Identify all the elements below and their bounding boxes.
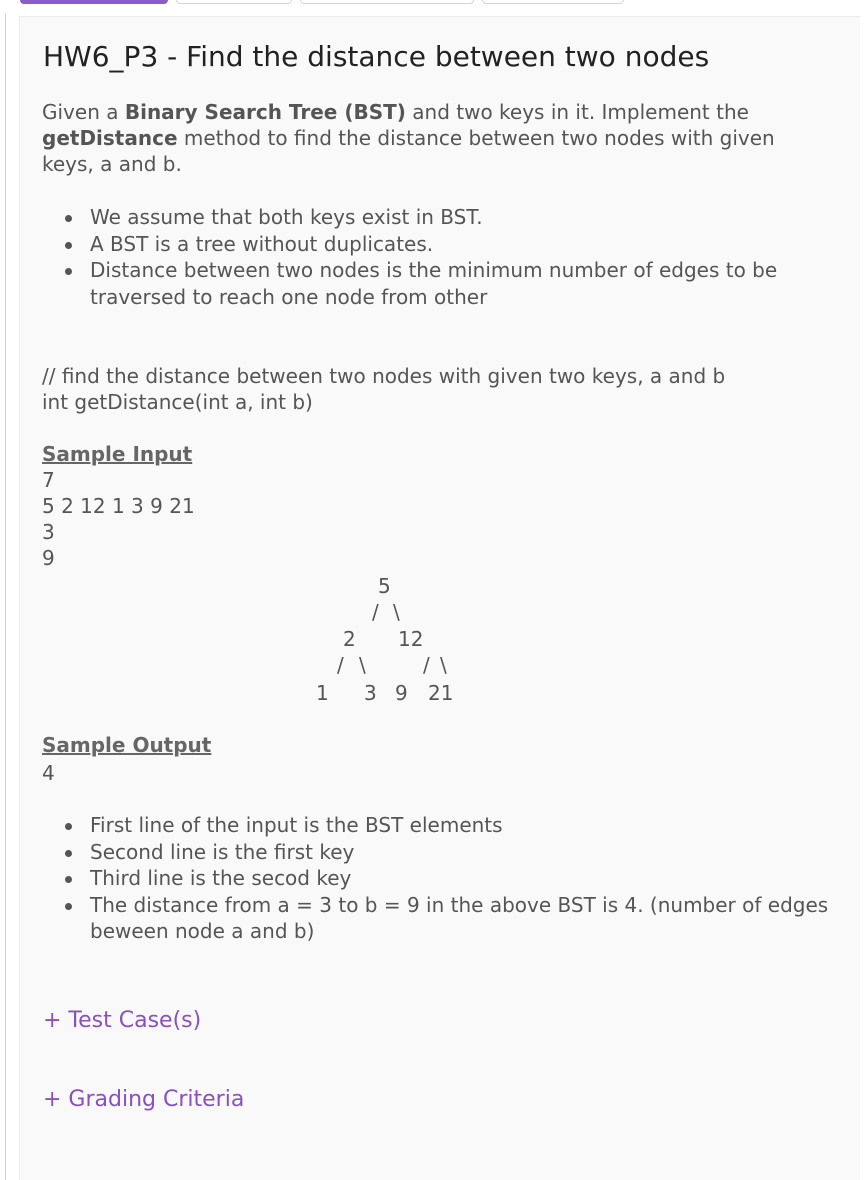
intro-bst-bold: Binary Search Tree (BST) bbox=[124, 100, 406, 124]
sample-input-line: 7 bbox=[42, 468, 55, 492]
tree-node-21: 21 bbox=[428, 681, 454, 705]
tab-active[interactable] bbox=[20, 0, 168, 4]
code-signature: int getDistance(int a, int b) bbox=[42, 390, 313, 414]
tree-node-1: 1 bbox=[316, 681, 329, 705]
problem-intro bbox=[42, 99, 832, 177]
intro-text-3: method to find the distance between two nodes with given keys, a and b. bbox=[42, 126, 775, 176]
frame-divider bbox=[5, 14, 6, 1180]
tree-node-12: 12 bbox=[398, 627, 424, 651]
list-item: We assume that both keys exist in BST. bbox=[90, 204, 830, 231]
assumptions-list bbox=[42, 204, 830, 310]
sample-input-heading: Sample Input bbox=[42, 442, 193, 466]
list-item: A BST is a tree without duplicates. bbox=[90, 231, 830, 258]
tree-edge-left: / bbox=[372, 600, 379, 624]
tree-edge-right: \ bbox=[440, 653, 447, 677]
problem-card bbox=[19, 16, 860, 1180]
tree-node-3: 3 bbox=[364, 681, 377, 705]
sample-output-lines bbox=[42, 760, 55, 786]
tree-node-2: 2 bbox=[343, 627, 356, 651]
test-cases-link[interactable]: + Test Case(s) bbox=[43, 1008, 202, 1033]
tab-3[interactable] bbox=[300, 0, 474, 4]
list-item: Distance between two nodes is the minimum number of edges to be traversed to reach one node from other bbox=[90, 257, 830, 310]
notes-list bbox=[42, 812, 840, 945]
intro-text-1: Given a bbox=[42, 100, 125, 124]
sample-output-heading: Sample Output bbox=[42, 733, 212, 757]
list-item: Third line is the secod key bbox=[90, 865, 840, 892]
grading-criteria-link[interactable]: + Grading Criteria bbox=[43, 1087, 245, 1112]
code-comment: // find the distance between two nodes with given two keys, a and b bbox=[42, 364, 726, 388]
tree-edge-left: / bbox=[337, 653, 344, 677]
sample-output-line: 4 bbox=[42, 761, 55, 785]
tab-4[interactable] bbox=[482, 0, 624, 4]
sample-input-line: 5 2 12 1 3 9 21 bbox=[42, 494, 195, 518]
top-tab-bar bbox=[0, 0, 864, 8]
tree-edge-left: / bbox=[423, 653, 430, 677]
sample-input-lines bbox=[42, 467, 195, 571]
tree-node-5: 5 bbox=[378, 574, 391, 598]
tree-node-9: 9 bbox=[395, 681, 408, 705]
list-item: Second line is the first key bbox=[90, 839, 840, 866]
tree-edge-right: \ bbox=[393, 600, 400, 624]
intro-method-bold: getDistance bbox=[42, 126, 178, 150]
tab-2[interactable] bbox=[176, 0, 292, 4]
page-title: HW6_P3 - Find the distance between two nodes bbox=[43, 40, 710, 73]
intro-text-2: and two keys in it. Implement the bbox=[405, 100, 749, 124]
list-item: First line of the input is the BST elements bbox=[90, 812, 840, 839]
tree-edge-right: \ bbox=[359, 653, 366, 677]
sample-input-line: 9 bbox=[42, 546, 55, 570]
sample-input-line: 3 bbox=[42, 520, 55, 544]
code-block bbox=[42, 363, 725, 415]
list-item: The distance from a = 3 to b = 9 in the above BST is 4. (number of edges beween node a and b) bbox=[90, 892, 840, 945]
